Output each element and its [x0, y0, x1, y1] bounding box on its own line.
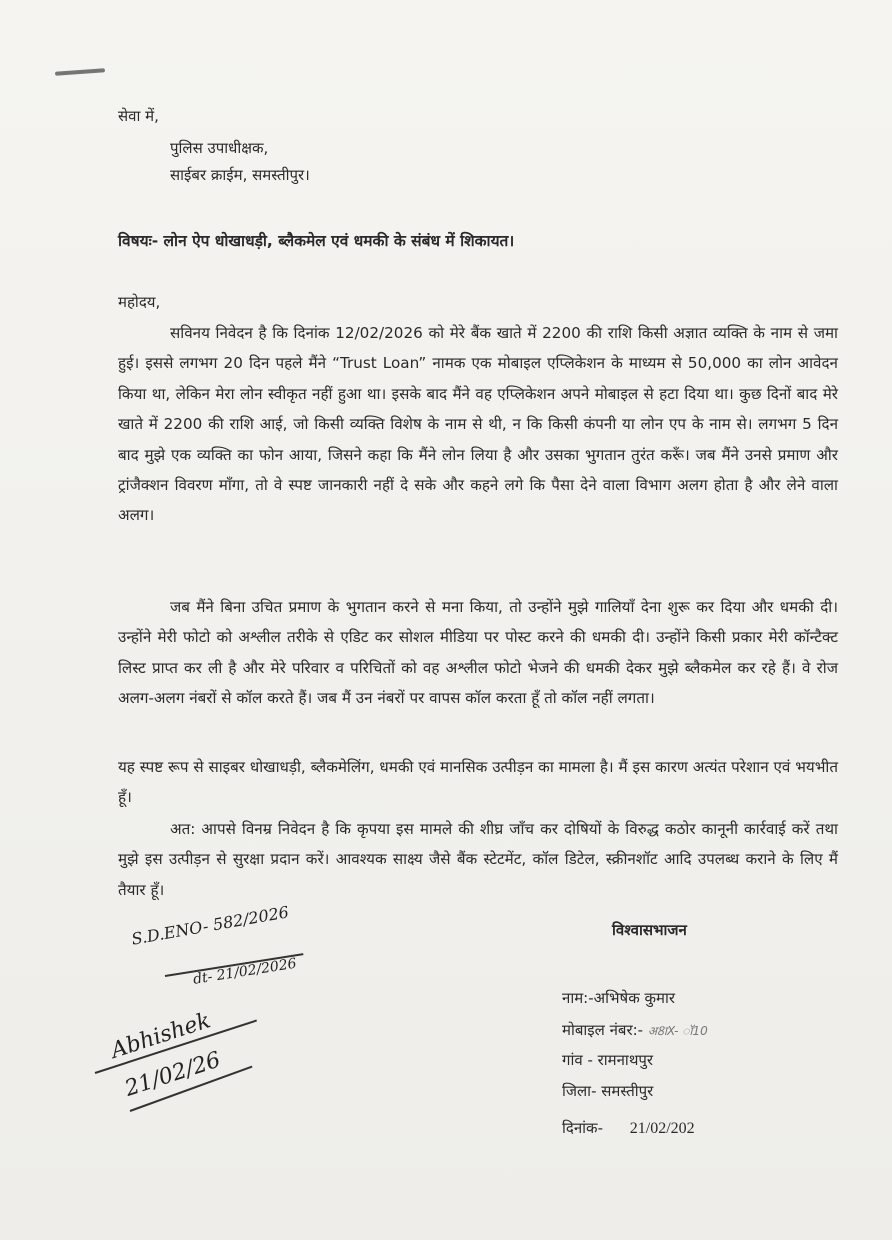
- sender-name: नाम:-अभिषेक कुमार: [562, 989, 676, 1007]
- sender-village: गांव - रामनाथपुर: [562, 1051, 654, 1069]
- sender-district: जिला- समस्तीपुर: [562, 1082, 654, 1100]
- sender-date: [562, 1118, 695, 1139]
- addressee-line-1: पुलिस उपाधीक्षक,: [170, 139, 269, 157]
- mobile-label: मोबाइल नंबर:-: [562, 1021, 644, 1039]
- paragraph-2: जब मैंने बिना उचित प्रमाण के भुगतान करने से मना किया, तो उन्होंने मुझे गालियाँ देना शुरू कर दिया और धमकी दी। उन्होंने मेरी फोटो को अश्लील तरीके से एडिट कर सोशल मीडिया पर पोस्ट करने की धमकी दी। उन्होंने किसी प्रकार मेरी कॉन्टैक्ट लिस्ट प्राप्त कर ली है और मेरे परिवार व परिचितों को वह अश्लील फोटो भेजने की धमकी देकर मुझे ब्लैकमेल कर रहे हैं। वे रोज अलग-अलग नंबरों से कॉल करते हैं। जब मैं उन नंबरों पर वापस कॉल करता हूँ तो कॉल नहीं लगता।: [118, 598, 838, 708]
- addressee-label: सेवा में,: [118, 107, 159, 125]
- closing: विश्वासभाजन: [612, 921, 687, 939]
- paragraph-3: यह स्पष्ट रूप से साइबर धोखाधड़ी, ब्लैकमेलिंग, धमकी एवं मानसिक उत्पीड़न का मामला है। मैं इस कारण अत्यंत परेशान एवं भयभीत हूँ।: [118, 758, 838, 807]
- sender-mobile: [562, 1020, 708, 1041]
- date-label: दिनांक-: [562, 1119, 603, 1137]
- signature: Abhishek: [108, 1008, 214, 1064]
- addressee-line-2: साईबर क्राईम, समस्तीपुर।: [170, 166, 310, 184]
- subject-line: विषयः- लोन ऐप धोखाधड़ी, ब्लैकमेल एवं धमकी के संबंध में शिकायत।: [118, 232, 515, 250]
- handwritten-entry-number: S.D.ENO- 582/2026: [130, 902, 291, 949]
- mobile-value: अ8ाX- ॉ10: [647, 1024, 708, 1038]
- salutation: महोदय,: [118, 293, 161, 311]
- paragraph-1: सविनय निवेदन है कि दिनांक 12/02/2026 को मेरे बैंक खाते में 2200 की राशि किसी अज्ञात व्यक्ति के नाम से जमा हुई। इससे लगभग 20 दिन पहले मैंने “Trust Loan” नामक एक मोबाइल एप्लिकेशन के माध्यम से 50,000 का लोन आवेदन किया था, लेकिन मेरा लोन स्वीकृत नहीं हुआ था। इसके बाद मैंने वह एप्लिकेशन अपने मोबाइल से हटा दिया था। कुछ दिनों बाद मेरे खाते में 2200 की राशि आई, जो किसी व्यक्ति विशेष के नाम से थी, न कि किसी कंपनी या लोन एप के नाम से। लगभग 5 दिन बाद मुझे एक व्यक्ति का फोन आया, जिसने कहा कि मैंने लोन लिया है और उसका भुगतान तुरंत करूँ। जब मैंने उनसे प्रमाण और ट्रांजैक्शन विवरण माँगा, तो वे स्पष्ट जानकारी नहीं दे सके और कहने लगे कि पैसा देने वाला विभाग अलग होता है और लेने वाला अलग।: [118, 324, 838, 525]
- date-value: 21/02/202: [629, 1120, 695, 1137]
- pen-mark: [55, 68, 105, 75]
- signature-date: 21/02/26: [122, 1047, 224, 1102]
- handwritten-entry-date: dt- 21/02/2026: [192, 955, 298, 988]
- paragraph-4: अत: आपसे विनम्र निवेदन है कि कृपया इस मामले की शीघ्र जाँच कर दोषियों के विरुद्ध कठोर कानूनी कार्रवाई करें तथा मुझे इस उत्पीड़न से सुरक्षा प्रदान करें। आवश्यक साक्ष्य जैसे बैंक स्टेटमेंट, कॉल डिटेल, स्क्रीनशॉट आदि उपलब्ध कराने के लिए मैं तैयार हूँ।: [118, 820, 838, 899]
